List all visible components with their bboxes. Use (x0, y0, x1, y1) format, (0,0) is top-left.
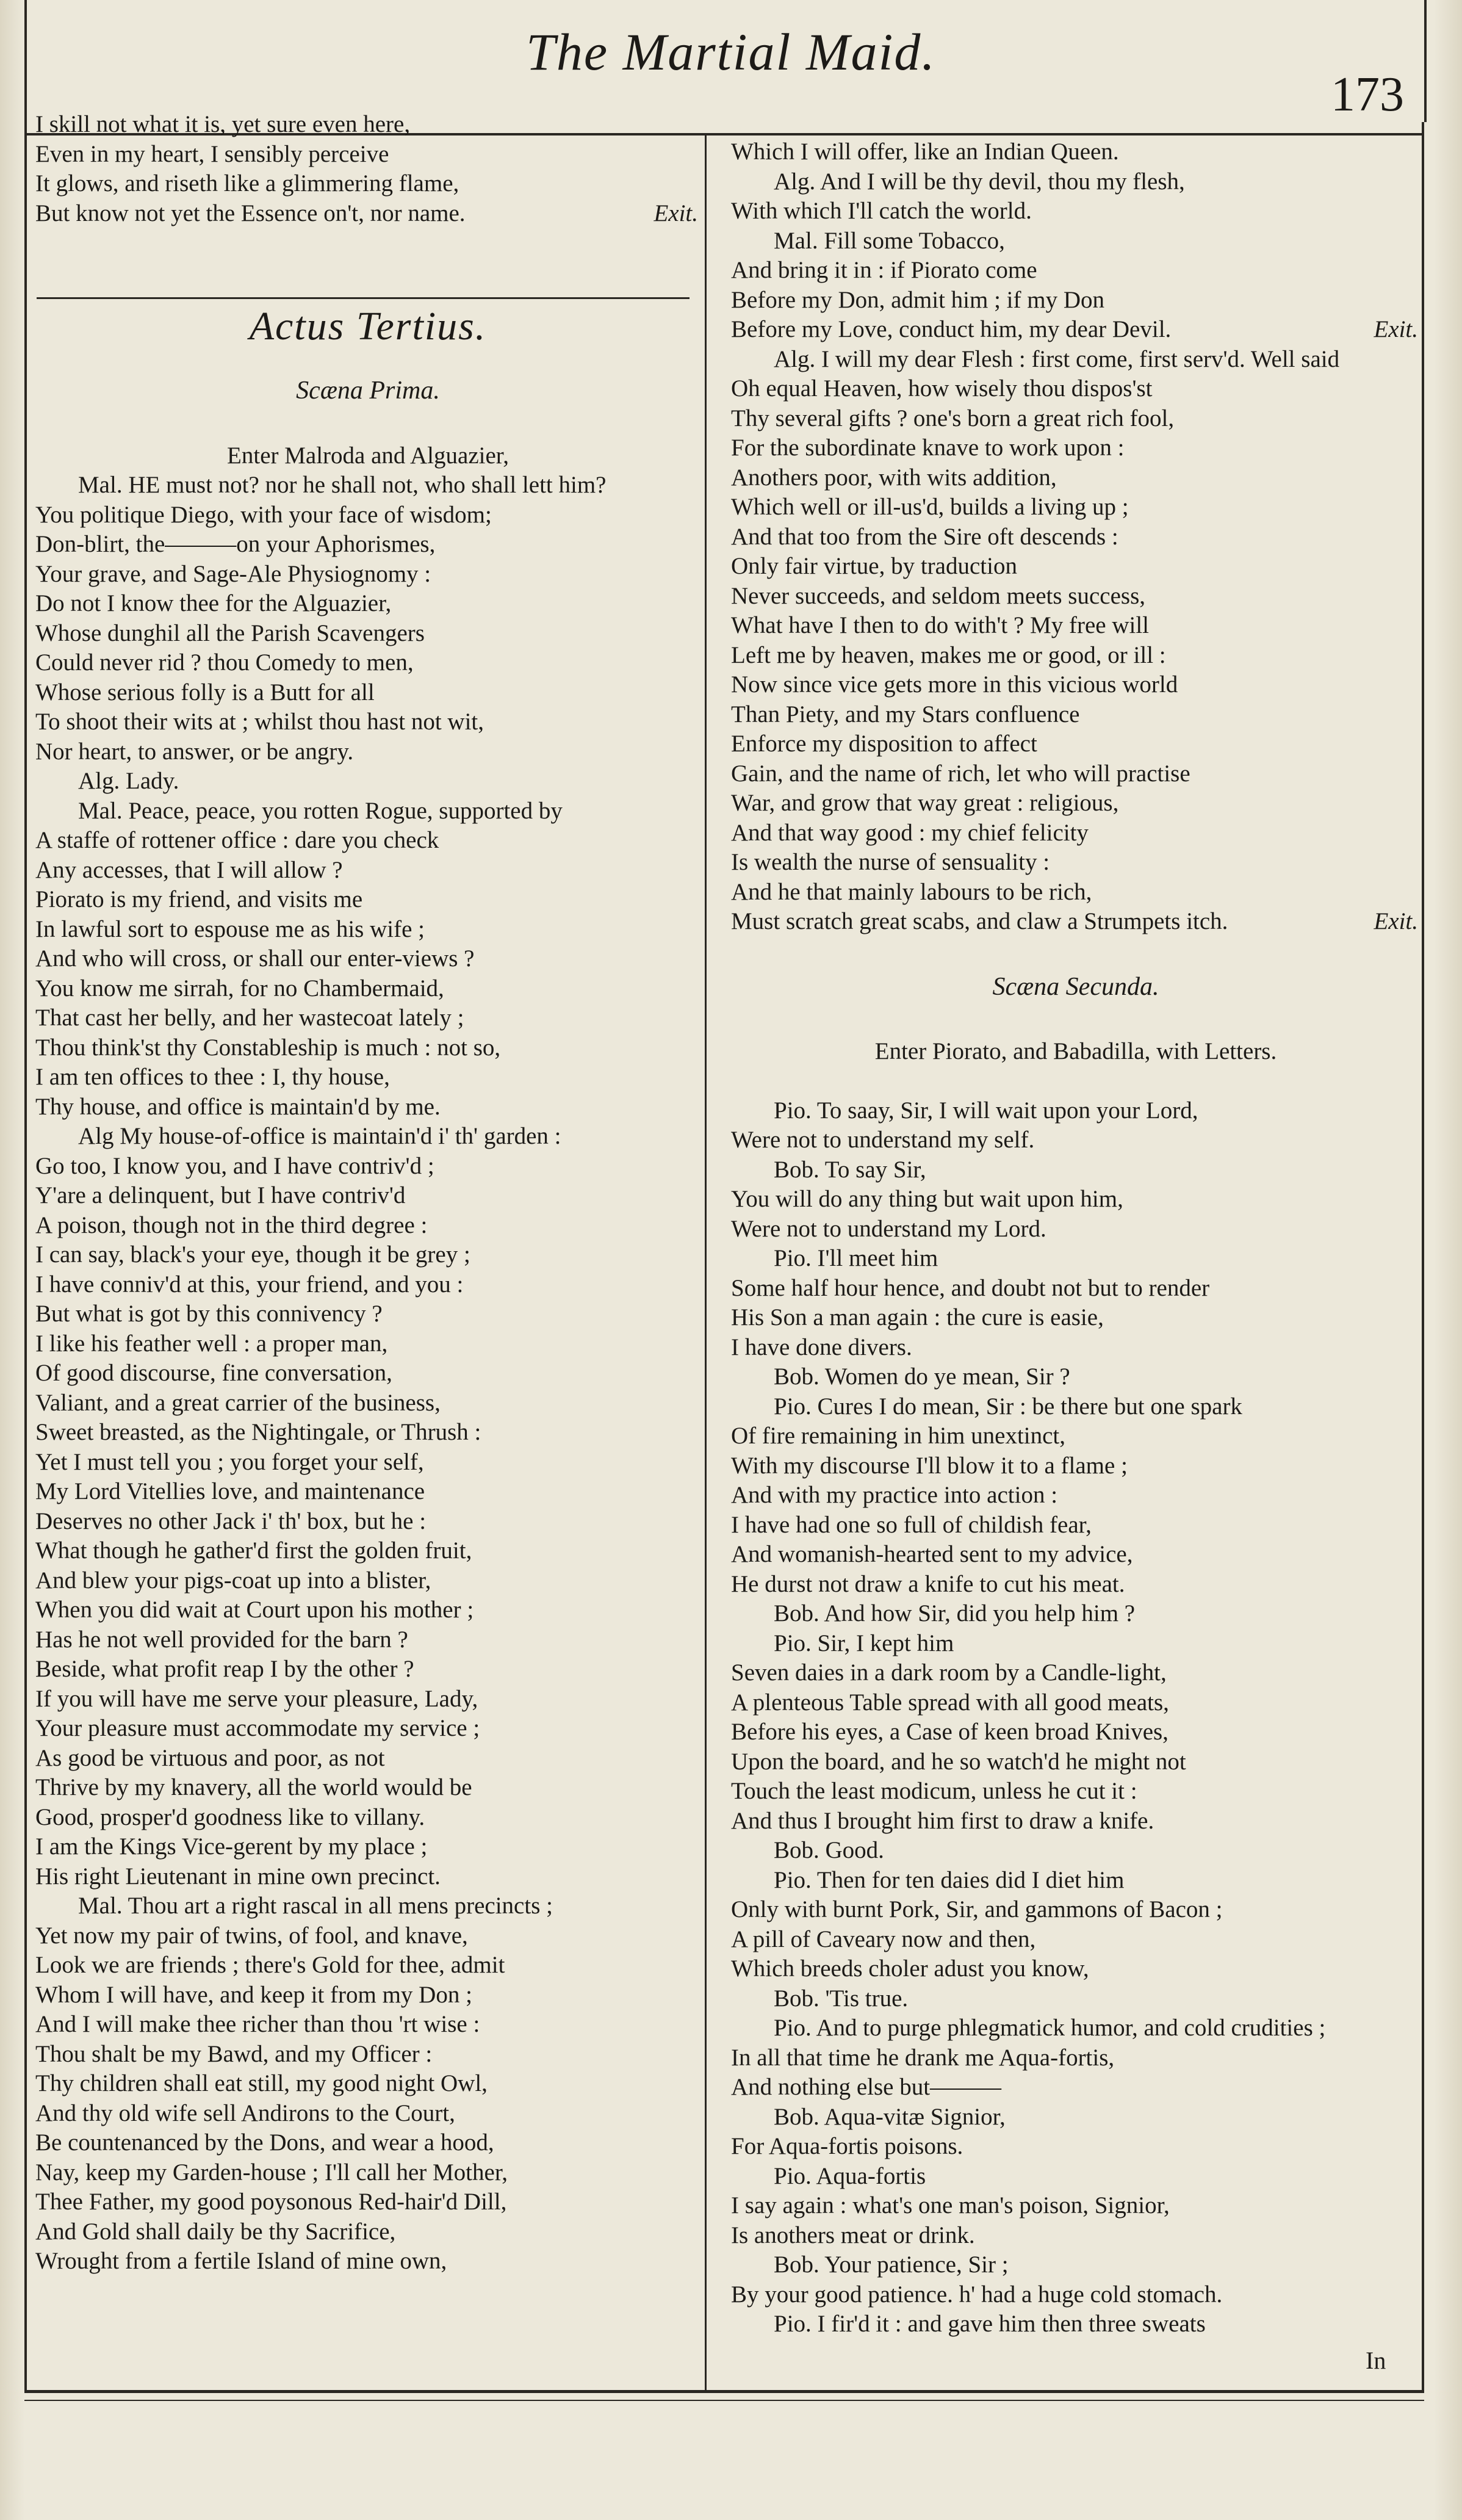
verse-line (35, 1418, 700, 1448)
verse-line (35, 1211, 700, 1241)
line-text: With my discourse I'll blow it to a flame ; (731, 1452, 1128, 1479)
line-text: A poison, though not in the third degree : (35, 1211, 428, 1238)
line-text: Piorato is my friend, and visits me (35, 886, 363, 912)
verse-line (731, 1451, 1421, 1481)
line-text: You know me sirrah, for no Chambermaid, (35, 975, 444, 1002)
verse-line (731, 2191, 1421, 2221)
line-text: Must scratch great scabs, and claw a Strumpets itch. (731, 908, 1228, 934)
line-text: I can say, black's your eye, though it be grey ; (35, 1241, 470, 1268)
line-text: His Son a man again : the cure is easie, (731, 1304, 1104, 1330)
verse-line (35, 2099, 700, 2129)
line-text: For Aqua-fortis poisons. (731, 2133, 963, 2159)
line-text: With which I'll catch the world. (731, 198, 1032, 224)
line-text: Pio. Aqua-fortis (774, 2162, 926, 2189)
verse-line (35, 619, 700, 649)
speech-line (731, 2250, 1421, 2280)
verse-line: Even in my heart, I sensibly perceive (35, 140, 389, 167)
line-text: A pill of Caveary now and then, (731, 1926, 1036, 1952)
line-text: Deserves no other Jack i' th' box, but he : (35, 1507, 427, 1534)
verse-line: I skill not what it is, yet sure even here, (35, 111, 411, 137)
verse-line (731, 848, 1421, 878)
speech-line (731, 1629, 1421, 1659)
line-text: Be countenanced by the Dons, and wear a hood, (35, 2129, 494, 2156)
line-text: Bob. And how Sir, did you help him ? (774, 1600, 1136, 1626)
verse-line (35, 1388, 700, 1418)
line-text: Thy several gifts ? one's born a great rich fool, (731, 405, 1175, 431)
verse-line (731, 789, 1421, 818)
line-text: And Gold shall daily be thy Sacrifice, (35, 2218, 396, 2245)
line-text: Of fire remaining in him unextinct, (731, 1423, 1066, 1449)
verse-line (35, 1448, 700, 1478)
line-text: Yet I must tell you ; you forget your self, (35, 1448, 424, 1475)
line-text: Your pleasure must accommodate my service ; (35, 1715, 480, 1741)
verse-line (731, 1125, 1421, 1155)
verse-line (35, 1714, 700, 1744)
verse-line (731, 878, 1421, 908)
line-text: I say again : what's one man's poison, Signior, (731, 2192, 1170, 2219)
line-text: Only fair virtue, by traduction (731, 553, 1017, 579)
verse-line (35, 530, 700, 560)
right-column (731, 137, 1421, 2339)
line-text: Thy house, and office is maintain'd by me. (35, 1093, 441, 1120)
line-text: That cast her belly, and her wastecoat lately ; (35, 1005, 464, 1031)
verse-line (35, 1566, 700, 1596)
verse-line (731, 256, 1421, 286)
speech-line (35, 796, 700, 826)
verse-line (35, 2217, 700, 2247)
verse-line (731, 1540, 1421, 1570)
verse-line (35, 2069, 700, 2099)
verse-line (731, 286, 1421, 316)
line-text: And he that mainly labours to be rich, (731, 878, 1092, 905)
line-text: I have done divers. (731, 1334, 912, 1360)
scene-heading: Scæna Prima. (296, 377, 440, 405)
left-border (24, 122, 27, 2392)
verse-line (731, 1747, 1421, 1777)
verse-line (35, 1270, 700, 1300)
verse-line (731, 670, 1421, 700)
verse-line (731, 137, 1421, 167)
verse-line (731, 315, 1421, 345)
speech-line (731, 1155, 1421, 1185)
line-text: Now since vice gets more in this vicious world (731, 671, 1178, 698)
line-text: Left me by heaven, makes me or good, or ill : (731, 641, 1166, 668)
verse-line (731, 907, 1421, 937)
footer-rule (24, 2390, 1424, 2393)
line-text: Whose serious folly is a Butt for all (35, 679, 375, 706)
line-text: Before my Love, conduct him, my dear Devil. (731, 316, 1172, 342)
line-text: Alg. I will my dear Flesh : first come, first serv'd. Well said (774, 345, 1340, 372)
verse-line (35, 2247, 700, 2276)
speech-line (35, 471, 700, 500)
line-text: Alg My house-of-office is maintain'd i' th' garden : (78, 1123, 561, 1149)
verse-line (731, 2221, 1421, 2251)
line-text: Thou think'st thy Constableship is much : not so, (35, 1034, 501, 1061)
verse-line (731, 2132, 1421, 2162)
verse-line (35, 678, 700, 708)
line-text: War, and grow that way great : religious, (731, 790, 1119, 816)
line-text: Look we are friends ; there's Gold for thee, admit (35, 1952, 505, 1978)
verse-line (35, 1181, 700, 1211)
verse-line (731, 1658, 1421, 1688)
line-text: In lawful sort to espouse me as his wife ; (35, 915, 425, 942)
page-number: 173 (1331, 68, 1404, 121)
line-text: Anothers poor, with wits addition, (731, 464, 1057, 491)
speech-line (35, 767, 700, 796)
verse-line (731, 1333, 1421, 1363)
line-text: Upon the board, and he so watch'd he might not (731, 1748, 1186, 1775)
line-text: Before my Don, admit him ; if my Don (731, 286, 1105, 313)
speech-line (35, 1122, 700, 1152)
line-text: And that too from the Sire oft descends : (731, 523, 1118, 550)
line-text: Yet now my pair of twins, of fool, and knave, (35, 1922, 468, 1949)
line-text: Valiant, and a great carrier of the business, (35, 1389, 441, 1416)
line-text: And I will make thee richer than thou 'rt wise : (35, 2011, 480, 2037)
verse-line (35, 1507, 700, 1537)
verse-line (35, 2010, 700, 2040)
line-text: Pio. I'll meet him (774, 1245, 938, 1271)
verse-line (731, 2043, 1421, 2073)
speech-block (731, 1096, 1421, 2339)
line-text: What have I then to do with't ? My free will (731, 612, 1149, 638)
verse-line (35, 1240, 700, 1270)
verse-line (35, 944, 700, 974)
footer-rule-thin (24, 2400, 1424, 2401)
line-text: Than Piety, and my Stars confluence (731, 701, 1080, 727)
verse-line (35, 974, 700, 1004)
verse-line (731, 1274, 1421, 1304)
line-text: Mal. Peace, peace, you rotten Rogue, supported by (78, 797, 563, 824)
verse-line (35, 648, 700, 678)
speech-line (731, 226, 1421, 256)
line-text: What though he gather'd first the golden fruit, (35, 1537, 472, 1564)
catchword: In (1366, 2347, 1386, 2374)
line-text: If you will have me serve your pleasure, Lady, (35, 1685, 478, 1712)
speech-line (731, 1096, 1421, 1126)
verse-line (731, 1303, 1421, 1333)
line-text: His right Lieutenant in mine own precinct. (35, 1863, 441, 1890)
verse-line (731, 1688, 1421, 1718)
line-text: Bob. To say Sir, (774, 1156, 926, 1183)
speech-line (731, 1836, 1421, 1866)
line-text: Bob. Aqua-vitæ Signior, (774, 2103, 1006, 2130)
verse-line (35, 2128, 700, 2158)
line-text: Bob. 'Tis true. (774, 1985, 909, 2012)
speech-line (731, 1866, 1421, 1896)
line-text: He durst not draw a knife to cut his meat. (731, 1570, 1125, 1597)
line-text: And bring it in : if Piorato come (731, 257, 1037, 283)
speech-line (731, 2013, 1421, 2043)
line-text: Mal. HE must not? nor he shall not, who shall lett him? (78, 472, 607, 498)
line-text: Pio. To saay, Sir, I will wait upon your Lord, (774, 1097, 1198, 1124)
line-text: By your good patience. h' had a huge cold stomach. (731, 2281, 1223, 2308)
verse-line (731, 374, 1421, 404)
verse-line (35, 1951, 700, 1980)
verse-line (35, 826, 700, 856)
speech-block (731, 137, 1421, 937)
line-text: Could never rid ? thou Comedy to men, (35, 649, 414, 676)
line-text: And with my practice into action : (731, 1482, 1058, 1508)
line-text: Thee Father, my good poysonous Red-hair'd Dill, (35, 2189, 507, 2215)
verse-line (731, 1895, 1421, 1925)
verse-line (35, 1536, 700, 1566)
speech-line (731, 1362, 1421, 1392)
verse-line (731, 729, 1421, 759)
line-text: Whose dunghil all the Parish Scavengers (35, 619, 425, 646)
line-text: Nay, keep my Garden-house ; I'll call her Mother, (35, 2159, 508, 2186)
speech-line (731, 1392, 1421, 1422)
verse-line (35, 1359, 700, 1388)
line-text: Wrought from a fertile Island of mine own, (35, 2248, 447, 2274)
line-text: Thy children shall eat still, my good night Owl, (35, 2070, 488, 2096)
line-text: Sweet breasted, as the Nightingale, or Thrush : (35, 1419, 481, 1445)
verse-line (731, 700, 1421, 730)
verse-line (731, 522, 1421, 552)
line-text: Pio. And to purge phlegmatick humor, and cold crudities ; (774, 2015, 1326, 2041)
verse-line (35, 1063, 700, 1092)
line-text: Whom I will have, and keep it from my Don ; (35, 1981, 472, 2008)
verse-text: But know not yet the Essence on't, nor name. (35, 200, 466, 226)
verse-line (35, 885, 700, 915)
line-text: Is wealth the nurse of sensuality : (731, 849, 1050, 875)
line-text: Some half hour hence, and doubt not but to render (731, 1274, 1210, 1301)
speech-line (35, 1891, 700, 1921)
line-text: Any accesses, that I will allow ? (35, 856, 343, 883)
exit-direction: Exit. (654, 200, 698, 226)
verse-line (35, 2187, 700, 2217)
line-text: Is anothers meat or drink. (731, 2222, 975, 2248)
line-text: Before his eyes, a Case of keen broad Knives, (731, 1719, 1169, 1745)
line-text: Of good discourse, fine conversation, (35, 1360, 392, 1386)
verse-line (731, 197, 1421, 226)
line-text: To shoot their wits at ; whilst thou hast not wit, (35, 709, 484, 735)
line-text: Which breeds choler adust you know, (731, 1955, 1089, 1982)
line-text: I have had one so full of childish fear, (731, 1511, 1092, 1538)
verse-line (731, 1511, 1421, 1540)
line-text: Never succeeds, and seldom meets success, (731, 582, 1146, 609)
line-text: Good, prosper'd goodness like to villany. (35, 1803, 425, 1830)
verse-line (35, 1862, 700, 1892)
line-text: But what is got by this connivency ? (35, 1301, 383, 1327)
line-text: Which well or ill-us'd, builds a living up ; (731, 494, 1129, 520)
speech-line (731, 1984, 1421, 2014)
line-text: Beside, what profit reap I by the other ? (35, 1656, 414, 1682)
verse-line (731, 493, 1421, 522)
verse-line (731, 2280, 1421, 2310)
verse-line (731, 404, 1421, 434)
line-text: And thus I brought him first to draw a knife. (731, 1807, 1154, 1834)
verse-line (35, 1477, 700, 1507)
exit-direction: Exit. (1374, 908, 1418, 934)
line-text: And blew your pigs-coat up into a blister, (35, 1567, 431, 1594)
line-text: Pio. Cures I do mean, Sir : be there but one spark (774, 1393, 1242, 1420)
verse-line (35, 1152, 700, 1182)
verse-line (731, 1215, 1421, 1244)
line-text: Your grave, and Sage-Ale Physiognomy : (35, 560, 431, 587)
line-text: Go too, I know you, and I have contriv'd ; (35, 1152, 434, 1179)
verse-line (35, 2040, 700, 2070)
verse-line (731, 1807, 1421, 1836)
verse-line (35, 856, 700, 886)
verse-line (731, 1925, 1421, 1955)
verse-line (35, 1980, 700, 2010)
line-text: And nothing else but——— (731, 2074, 1002, 2100)
verse-line (731, 552, 1421, 582)
line-text: Mal. Thou art a right rascal in all mens precincts ; (78, 1893, 553, 1919)
line-text: And womanish-hearted sent to my advice, (731, 1541, 1133, 1567)
verse-line (35, 199, 700, 229)
line-text: A staffe of rottener office : dare you check (35, 827, 439, 853)
verse-line (731, 759, 1421, 789)
verse-line (35, 1832, 700, 1862)
speech-line (731, 2103, 1421, 2132)
speech-line (731, 1599, 1421, 1629)
left-column (35, 110, 700, 2276)
column-divider (705, 133, 707, 2391)
line-text: Only with burnt Pork, Sir, and gammons of Bacon ; (731, 1896, 1223, 1922)
line-text: I like his feather well : a proper man, (35, 1330, 388, 1357)
stage-direction: Enter Piorato, and Babadilla, with Letters. (874, 1038, 1277, 1064)
line-text: Don-blirt, the———on your Aphorismes, (35, 531, 436, 557)
verse-line (35, 589, 700, 619)
line-text: I have conniv'd at this, your friend, and you : (35, 1271, 464, 1298)
verse-line (731, 641, 1421, 671)
verse-line (35, 1773, 700, 1803)
verse-line (731, 582, 1421, 612)
verse-line (35, 560, 700, 590)
line-text: As good be virtuous and poor, as not (35, 1744, 385, 1771)
verse-line (731, 611, 1421, 641)
verse-line (35, 1803, 700, 1833)
line-text: Bob. Women do ye mean, Sir ? (774, 1363, 1070, 1390)
verse-line (731, 1570, 1421, 1600)
verse-line (35, 1921, 700, 1951)
verse-line (35, 1744, 700, 1774)
line-text: You will do any thing but wait upon him, (731, 1186, 1123, 1212)
verse-line (731, 1481, 1421, 1511)
verse-line (35, 737, 700, 767)
verse-line (731, 463, 1421, 493)
verse-line (35, 1092, 700, 1122)
line-text: Seven daies in a dark room by a Candle-light, (731, 1659, 1167, 1686)
verse-line (35, 1625, 700, 1655)
line-text: A plenteous Table spread with all good meats, (731, 1689, 1169, 1716)
verse-line (35, 1684, 700, 1714)
scene-heading: Scæna Secunda. (992, 972, 1159, 1001)
line-text: Touch the least modicum, unless he cut it : (731, 1778, 1137, 1804)
verse-line (731, 433, 1421, 463)
speech-line (731, 2162, 1421, 2192)
speech-line (731, 2309, 1421, 2339)
line-text: Were not to understand my self. (731, 1127, 1035, 1153)
verse-line (35, 1329, 700, 1359)
verse-line (35, 915, 700, 945)
line-text: My Lord Vitellies love, and maintenance (35, 1478, 425, 1504)
line-text: Alg. And I will be thy devil, thou my flesh, (774, 168, 1185, 195)
line-text: And thy old wife sell Andirons to the Court, (35, 2099, 455, 2126)
verse-line (731, 1717, 1421, 1747)
verse-line (731, 1777, 1421, 1807)
line-text: Were not to understand my Lord. (731, 1215, 1046, 1242)
verse-line (35, 1655, 700, 1684)
line-text: Has he not well provided for the barn ? (35, 1626, 408, 1653)
verse-line (35, 1299, 700, 1329)
exit-direction: Exit. (1374, 316, 1418, 342)
line-text: Y'are a delinquent, but I have contriv'd (35, 1182, 406, 1208)
running-title: The Martial Maid. (526, 23, 936, 81)
line-text: For the subordinate knave to work upon : (731, 435, 1125, 461)
speech-line (731, 1244, 1421, 1274)
line-text: Mal. Fill some Tobacco, (774, 227, 1005, 254)
verse-line (731, 1421, 1421, 1451)
speech-line (731, 345, 1421, 375)
line-text: Oh equal Heaven, how wisely thou dispos'st (731, 375, 1153, 402)
verse-line (731, 2073, 1421, 2103)
stage-direction: Enter Malroda and Alguazier, (227, 442, 509, 469)
verse-line (731, 818, 1421, 848)
verse-line (35, 1033, 700, 1063)
verse-line (35, 500, 700, 530)
line-text: When you did wait at Court upon his mother ; (35, 1597, 474, 1623)
verse-line (35, 1595, 700, 1625)
line-text: Nor heart, to answer, or be angry. (35, 738, 354, 765)
line-text: I am ten offices to thee : I, thy house, (35, 1064, 390, 1090)
speech-block (35, 471, 700, 2276)
verse-line (35, 707, 700, 737)
line-text: And who will cross, or shall our enter-views ? (35, 945, 475, 972)
line-text: Do not I know thee for the Alguazier, (35, 590, 392, 616)
line-text: Bob. Good. (774, 1837, 884, 1863)
line-text: In all that time he drank me Aqua-fortis, (731, 2044, 1115, 2071)
line-text: Enforce my disposition to affect (731, 731, 1037, 757)
line-text: Alg. Lady. (78, 768, 179, 794)
verse-line (35, 2158, 700, 2188)
verse-line (731, 1185, 1421, 1215)
verse-line (731, 1954, 1421, 1984)
speech-line (731, 167, 1421, 197)
line-text: Pio. I fir'd it : and gave him then three sweats (774, 2311, 1206, 2337)
line-text: You politique Diego, with your face of wisdom; (35, 501, 492, 528)
line-text: Bob. Your patience, Sir ; (774, 2251, 1009, 2278)
line-text: And that way good : my chief felicity (731, 819, 1089, 846)
line-text: Pio. Then for ten daies did I diet him (774, 1866, 1125, 1893)
act-heading: Actus Tertius. (249, 304, 487, 348)
line-text: Which I will offer, like an Indian Queen. (731, 139, 1119, 165)
right-border (1422, 122, 1424, 2392)
verse-line (35, 1003, 700, 1033)
line-text: Pio. Sir, I kept him (774, 1630, 954, 1656)
line-text: I am the Kings Vice-gerent by my place ; (35, 1833, 428, 1860)
verse-line: It glows, and riseth like a glimmering flame, (35, 170, 459, 197)
line-text: Gain, and the name of rich, let who will practise (731, 760, 1190, 787)
line-text: Thou shalt be my Bawd, and my Officer : (35, 2040, 433, 2067)
line-text: Thrive by my knavery, all the world would be (35, 1774, 472, 1800)
